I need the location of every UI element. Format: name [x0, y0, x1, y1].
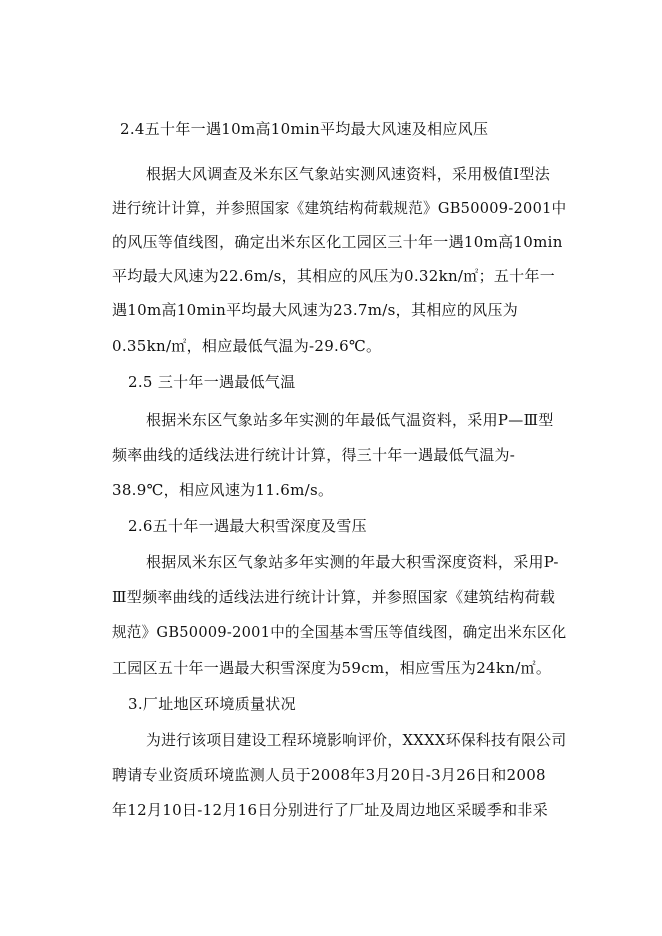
section-heading-2-5: 2.5 三十年一遇最低气温 [128, 373, 296, 391]
paragraph-line: 38.9℃，相应风速为11.6m/s。 [112, 481, 334, 499]
paragraph-line: 根据米东区气象站多年实测的年最低气温资料，采用P—Ⅲ型 [146, 411, 554, 429]
section-heading-2-6: 2.6五十年一遇最大积雪深度及雪压 [128, 517, 367, 535]
paragraph-line: 为进行该项目建设工程环境影响评价，XXXX环保科技有限公司 [146, 731, 567, 749]
paragraph-line: 年12月10日-12月16日分别进行了厂址及周边地区采暖季和非采 [112, 801, 549, 819]
paragraph-line: 0.35kn/㎡，相应最低气温为-29.6℃。 [112, 337, 382, 355]
paragraph-line: 的风压等值线图，确定出米东区化工园区三十年一遇10m高10min [112, 233, 563, 251]
paragraph-line: 根据凤米东区气象站多年实测的年最大积雪深度资料，采用P- [146, 553, 559, 571]
paragraph-line: 聘请专业资质环境监测人员于2008年3月20日-3月26日和2008 [112, 766, 546, 784]
paragraph-line: 进行统计计算，并参照国家《建筑结构荷载规范》GB50009-2001中 [112, 199, 567, 217]
paragraph-line: Ⅲ型频率曲线的适线法进行统计计算，并参照国家《建筑结构荷载 [112, 588, 556, 606]
section-heading-2-4: 2.4五十年一遇10m高10min平均最大风速及相应风压 [120, 120, 489, 138]
paragraph-line: 工园区五十年一遇最大积雪深度为59cm，相应雪压为24kn/㎡。 [112, 659, 552, 677]
paragraph-line: 平均最大风速为22.6m/s，其相应的风压为0.32kn/㎡；五十年一 [112, 267, 556, 285]
section-heading-3: 3.厂址地区环境质量状况 [128, 695, 296, 713]
paragraph-line: 频率曲线的适线法进行统计计算，得三十年一遇最低气温为- [112, 446, 516, 464]
paragraph-line: 规范》GB50009-2001中的全国基本雪压等值线图，确定出米东区化 [112, 623, 567, 641]
paragraph-line: 根据大风调查及米东区气象站实测风速资料，采用极值Ⅰ型法 [146, 165, 551, 183]
paragraph-line: 遇10m高10min平均最大风速为23.7m/s，其相应的风压为 [112, 301, 519, 319]
